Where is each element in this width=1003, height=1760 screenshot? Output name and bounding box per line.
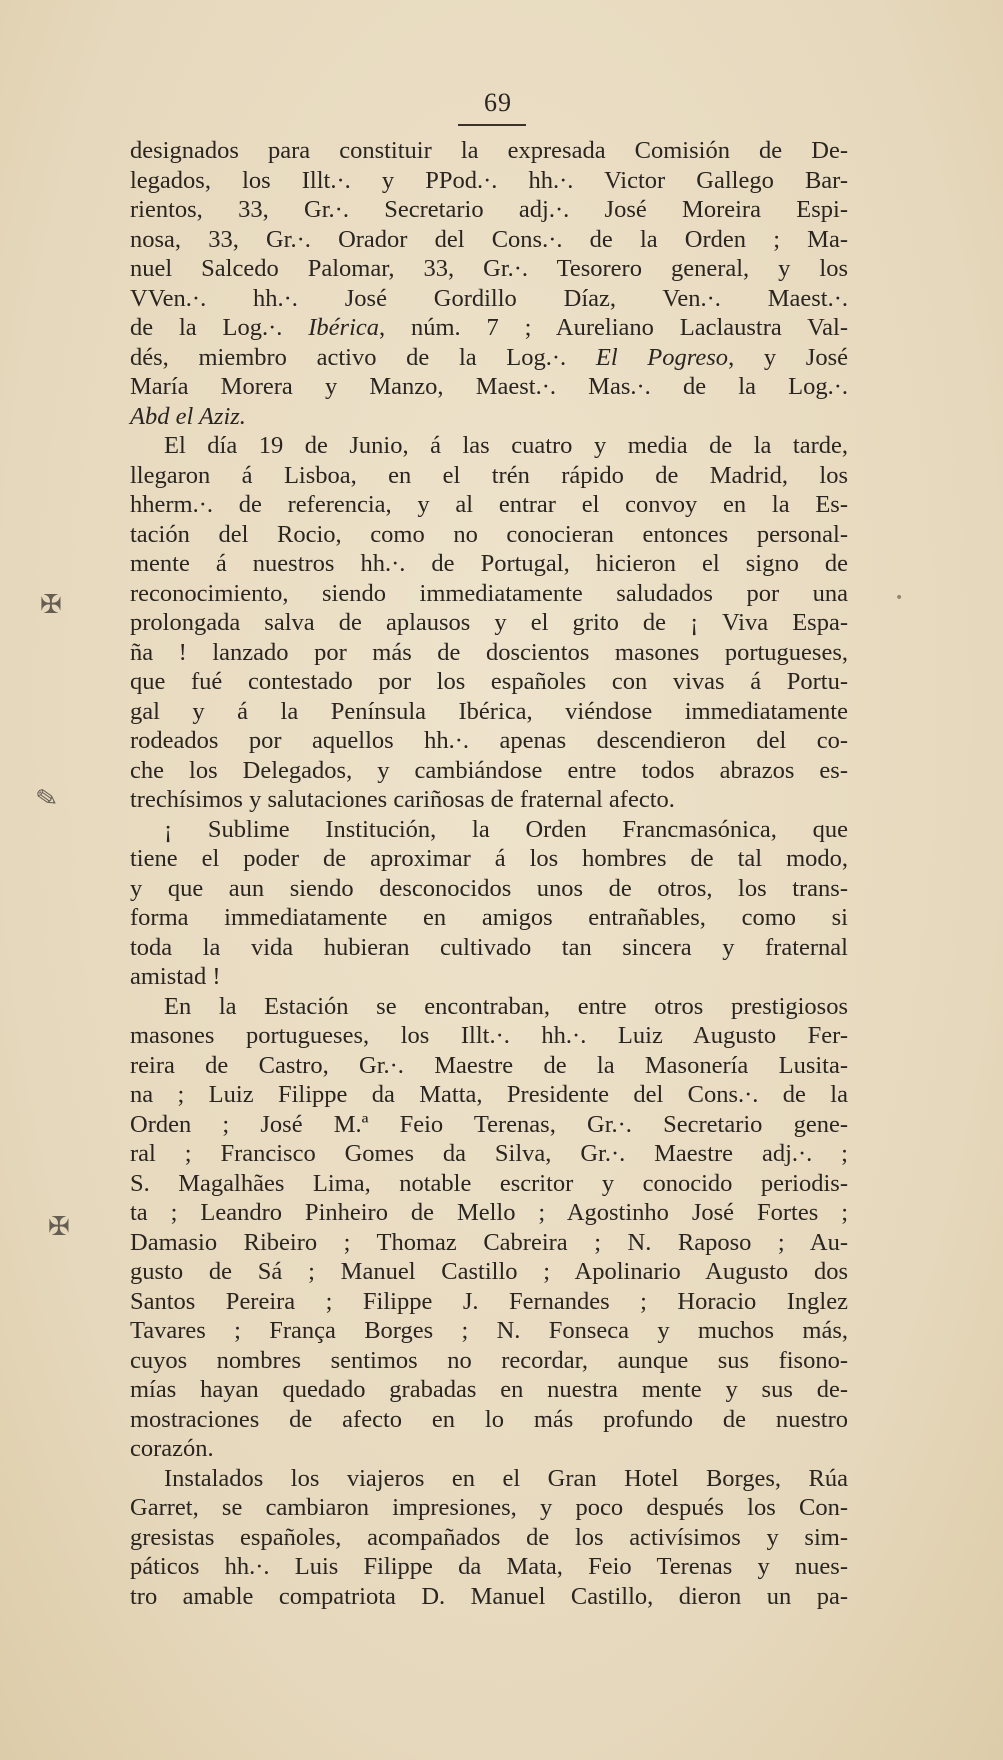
text-line: mías hayan quedado grabadas en nuestra mente y sus de- xyxy=(130,1376,848,1403)
text-line: reira de Castro, Gr.·. Maestre de la Masonería Lusita- xyxy=(130,1051,848,1079)
text-line: Tavares ; França Borges ; N. Fonseca y muchos más, xyxy=(130,1317,848,1344)
text-line: ta ; Leandro Pinheiro de Mello ; Agostinho José Fortes ; xyxy=(130,1199,848,1226)
text-line: rientos, 33, Gr.·. Secretario adj.·. José Moreira Espi- xyxy=(130,196,848,223)
text-line: María Morera y Manzo, Maest.·. Mas.·. de la Log.·. xyxy=(130,373,848,400)
text-line: Orden ; José M.ª Feio Terenas, Gr.·. Secretario gene- xyxy=(130,1110,848,1138)
text-line: toda la vida hubieran cultivado tan sincera y fraternal xyxy=(130,933,848,961)
text-line: ¡ Sublime Institución, la Orden Francmasónica, que xyxy=(164,815,848,843)
text-line: gresistas españoles, acompañados de los activísimos y sim- xyxy=(130,1523,848,1551)
text-line: ña ! lanzado por más de doscientos masones portugueses, xyxy=(130,638,848,666)
text-line: masones portugueses, los Illt.·. hh.·. Luiz Augusto Fer- xyxy=(130,1022,848,1049)
margin-ink-mark-icon: ✠ xyxy=(40,590,62,620)
lodge-name: Abd el Aziz. xyxy=(130,402,246,430)
text-line: rodeados por aquellos hh.·. apenas descendieron del co- xyxy=(130,727,848,754)
text-line: hherm.·. de referencia, y al entrar el convoy en la Es- xyxy=(130,491,848,518)
text-line xyxy=(130,343,848,373)
text-line: tación del Rocio, como no conocieran entonces personal- xyxy=(130,520,848,548)
text-line: páticos hh.·. Luis Filippe da Mata, Feio Terenas y nues- xyxy=(130,1553,848,1580)
text-line: VVen.·. hh.·. José Gordillo Díaz, Ven.·. Maest.·. xyxy=(130,284,848,312)
text-line: gal y á la Península Ibérica, viéndose immediatamente xyxy=(130,697,848,725)
text-line xyxy=(130,402,848,432)
margin-dot-icon: • xyxy=(895,590,904,606)
text-line: nuel Salcedo Palomar, 33, Gr.·. Tesorero general, y los xyxy=(130,255,848,282)
text-segment: , núm. 7 ; Aureliano Laclaustra Val- xyxy=(379,314,848,341)
text-segment: , y José xyxy=(728,343,848,371)
text-segment: dés, miembro activo de la Log.·. xyxy=(130,343,596,371)
text-line: llegaron á Lisboa, en el trén rápido de Madrid, los xyxy=(130,461,848,489)
text-line: tro amable compatriota D. Manuel Castillo, dieron un pa- xyxy=(130,1582,848,1610)
text-line: gusto de Sá ; Manuel Castillo ; Apolinario Augusto dos xyxy=(130,1258,848,1285)
text-line: prolongada salva de aplausos y el grito de ¡ Viva Espa- xyxy=(130,609,848,636)
text-line: El día 19 de Junio, á las cuatro y media de la tarde, xyxy=(164,432,848,459)
lodge-name: El Pogreso xyxy=(595,343,729,371)
text-line: mente á nuestros hh.·. de Portugal, hicieron el signo de xyxy=(130,550,848,577)
text-line: que fué contestado por los españoles con vivas á Portu- xyxy=(130,668,848,695)
text-line: che los Delegados, y cambiándose entre todos abrazos es- xyxy=(130,756,848,784)
text-line: Damasio Ribeiro ; Thomaz Cabreira ; N. Raposo ; Au- xyxy=(130,1228,848,1256)
text-line: S. Magalhães Lima, notable escritor y conocido periodis- xyxy=(130,1169,848,1197)
text-line: legados, los Illt.·. y PPod.·. hh.·. Victor Gallego Bar- xyxy=(130,166,848,194)
text-line: ral ; Francisco Gomes da Silva, Gr.·. Maestre adj.·. ; xyxy=(130,1140,848,1167)
text-segment: de la Log.·. xyxy=(130,314,309,341)
margin-ink-mark-icon: ✠ xyxy=(48,1212,70,1242)
text-line: trechísimos y salutaciones cariñosas de fraternal afecto. xyxy=(130,786,675,813)
text-line: na ; Luiz Filippe da Matta, Presidente del Cons.·. de la xyxy=(130,1081,848,1108)
page-number: 69 xyxy=(484,88,512,117)
text-line: Garret, se cambiaron impresiones, y poco después los Con- xyxy=(130,1494,848,1521)
text-line: tiene el poder de aproximar á los hombres de tal modo, xyxy=(130,845,848,872)
page-number-rule xyxy=(458,124,526,126)
text-line: En la Estación se encontraban, entre otros prestigiosos xyxy=(164,992,848,1020)
text-line: Instalados los viajeros en el Gran Hotel Borges, Rúa xyxy=(164,1464,848,1492)
text-line: y que aun siendo desconocidos unos de otros, los trans- xyxy=(130,874,848,902)
text-line: reconocimiento, siendo immediatamente saludados por una xyxy=(130,579,848,607)
text-line: nosa, 33, Gr.·. Orador del Cons.·. de la Orden ; Ma- xyxy=(130,225,848,253)
text-line: Santos Pereira ; Filippe J. Fernandes ; Horacio Inglez xyxy=(130,1287,848,1315)
text-line xyxy=(130,313,848,343)
text-line: mostraciones de afecto en lo más profundo de nuestro xyxy=(130,1405,848,1433)
text-line: forma immediatamente en amigos entrañables, como si xyxy=(130,904,848,931)
margin-ink-mark-icon: ✎ xyxy=(33,782,61,816)
text-line: designados para constituir la expresada Comisión de De- xyxy=(130,137,848,164)
text-line: corazón. xyxy=(130,1435,214,1462)
lodge-name: Ibérica xyxy=(308,314,379,341)
body-text xyxy=(130,136,848,1611)
text-line: amistad ! xyxy=(130,963,221,990)
text-line: cuyos nombres sentimos no recordar, aunque sus fisono- xyxy=(130,1346,848,1374)
